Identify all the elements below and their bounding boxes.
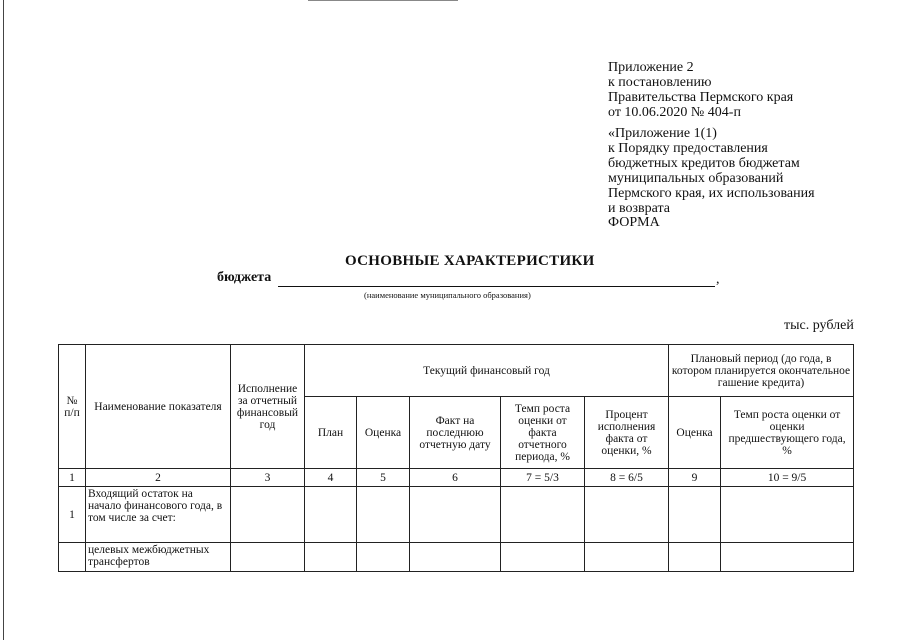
header-exec: Исполнение за отчетный финансовый год [231, 345, 305, 469]
budget-label: бюджета [217, 270, 272, 285]
budget-name-line [278, 286, 715, 287]
page-edge-line [3, 0, 4, 640]
document-title: ОСНОВНЫЕ ХАРАКТЕРИСТИКИ [345, 253, 595, 269]
index-cell: 9 [669, 469, 721, 487]
header-estimate: Оценка [357, 397, 410, 469]
header-plan: План [305, 397, 357, 469]
index-cell: 5 [357, 469, 410, 487]
header-growth-rate: Темп роста оценки от факта отчетного периода, % [501, 397, 585, 469]
table-cell [501, 543, 585, 572]
table-cell [669, 543, 721, 572]
index-cell: 6 [410, 469, 501, 487]
table-cell [231, 543, 305, 572]
row-name: целевых межбюджетных трансфертов [86, 543, 231, 572]
header-exec-pct: Процент исполнения факта от оценки, % [585, 397, 669, 469]
index-cell: 3 [231, 469, 305, 487]
row-name: Входящий остаток на начало финансового года, в том числе за счет: [86, 487, 231, 543]
table-row [59, 487, 854, 543]
table-cell [305, 487, 357, 543]
units-label: тыс. рублей [784, 318, 854, 333]
budget-comma: , [716, 272, 720, 287]
table-cell [305, 543, 357, 572]
characteristics-table [58, 344, 854, 572]
index-cell: 1 [59, 469, 86, 487]
annex-header: Приложение 2 к постановлению Правительства Пермского края от 10.06.2020 № 404-п [608, 60, 794, 120]
annex-subheader: «Приложение 1(1) к Порядку предоставления бюджетных кредитов бюджетам муниципальных образований Пермского края, их использования и возврата [608, 126, 815, 216]
row-num [59, 543, 86, 572]
table-cell [669, 487, 721, 543]
header-planned-period: Плановый период (до года, в котором планируется окончательное гашение кредита) [669, 345, 854, 397]
table-cell [585, 487, 669, 543]
table-cell [721, 543, 854, 572]
table-cell [357, 543, 410, 572]
table-cell [410, 487, 501, 543]
table-cell [501, 487, 585, 543]
header-current-year: Текущий финансовый год [305, 345, 669, 397]
index-cell: 4 [305, 469, 357, 487]
index-cell: 8 = 6/5 [585, 469, 669, 487]
table-row [59, 543, 854, 572]
header-num: № п/п [59, 345, 86, 469]
index-cell: 10 = 9/5 [721, 469, 854, 487]
table-cell [410, 543, 501, 572]
top-line [308, 0, 458, 1]
table-cell [721, 487, 854, 543]
header-name: Наименование показателя [86, 345, 231, 469]
index-cell: 7 = 5/3 [501, 469, 585, 487]
header-plan-estimate: Оценка [669, 397, 721, 469]
header-row-1 [59, 345, 854, 397]
table-cell [585, 543, 669, 572]
index-cell: 2 [86, 469, 231, 487]
budget-hint: (наименование муниципального образования) [364, 290, 531, 300]
table-cell [357, 487, 410, 543]
row-num: 1 [59, 487, 86, 543]
index-row [59, 469, 854, 487]
header-plan-growth: Темп роста оценки от оценки предшествующего года, % [721, 397, 854, 469]
header-fact: Факт на последнюю отчетную дату [410, 397, 501, 469]
table-cell [231, 487, 305, 543]
form-label: ФОРМА [608, 215, 660, 230]
